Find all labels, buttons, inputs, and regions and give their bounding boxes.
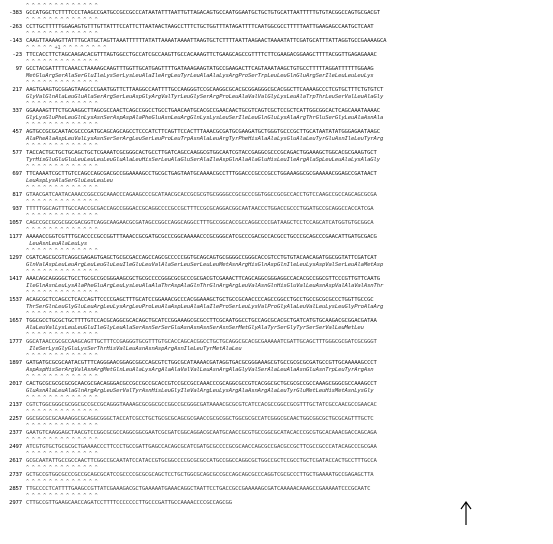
position-number: 1177 — [9, 234, 22, 240]
amino-acid-text: TyrHisGluGluGluLeuLeuLeuLeuGluAlaLeuHisSerLeuAlaGluSerAlaIleAspGlnAlaAlaGluHisLeuIleArgAlaSpLeuLeuAlaLysAlaGly — [26, 157, 380, 163]
amino-acid-row — [4, 388, 550, 395]
nucleotide-text: GGAAAAGTTTCTGCAAGGCTTAGCGCCAACTCAGCCGGCCTGCCTGAACAATGCACGCCGAACAACTGCGTCAGTCGCTCCGCTCATTGGCGGCACTCAGCAAATAAAAC — [26, 108, 380, 114]
amino-acid-text: IleGlnAsnLeuLysAlaPheGluArgLeuLysLeuAlaAlaThrAspAlaGlnThrGlnArgArgLeuValAsnGlnHisGluValLeuAsnAspValAlaValAsnThr — [26, 283, 384, 289]
sequence-row — [4, 458, 550, 465]
amino-acid-row — [4, 304, 550, 311]
position-number: 1777 — [9, 339, 22, 345]
nucleotide-text: TTGCCCCTCATTTTGAAGCCGTTATCGAAAGACGCTGAAAAATGAAACAGGCTAATTCCTGACCGCCGAAAAAGCGATCAAAAACAAAGCCGAAAAATCCCGCAATC — [26, 486, 371, 492]
position-number: -263 — [9, 24, 22, 30]
tick-marks: ^ ^ ^ ^ ^ +1 ^ ^ ^ ^ ^ ^ ^ ^ — [26, 45, 107, 51]
tick-marks: ^ ^ ^ ^ ^ ^ ^ ^ ^ ^ ^ ^ ^ — [26, 437, 98, 443]
tick-marks: ^ ^ ^ ^ ^ ^ ^ ^ ^ ^ ^ ^ ^ — [26, 3, 98, 9]
nucleotide-text: GTAACGATCAATACAAACCGGCCGCAAACCCAGAAGCCCGCATAACGCACCGCGCGTGCGGGGCCGCGCCCGGTGGCCGCGCCACCTGTCCAAGCCGCCAGCAGCGCGA — [26, 192, 377, 198]
nucleotide-text: GCGCAATATTGCCGCCAACTTCGGCCGCAATATCCATACCGTGCGGCCCCGCGCGCCATGCCGGCCAGGCGCTGGCCGCTCCGCCTGCTCGATACCACTGCCTTTGCCA — [26, 458, 377, 464]
nucleotide-text: TTTTTGGCAGTTTGCCAACCGCGACCAGCCGGGACCGCAGGCCCCGCCGCTTTCCGCGCAGGACGGCAATAACCCTGGACCGCCCTGGATGCCGCAGGCCACCATCGA — [26, 206, 374, 212]
tick-mark-row — [4, 451, 550, 458]
tick-mark-row — [4, 290, 550, 297]
nucleotide-text: TACCACTGCTGCTGCAGCTGCTCGAAATCGCGGGCACTGCCTTGATCAGCCAAGGCGTGGCAATCGTACCGAGGCGCCCGCAGACTGGAAAGCTGGCACGCGAAGTGCT — [26, 150, 377, 156]
amino-acid-text: GlyValGlnAlaLeuGluAlaSerArgSerLeuAspGlyArgValTyrLeuGlySerArgProLeuAlaValValGlyLysLeuAlaTrpThrLeuSerValLeuAlaGly — [26, 94, 384, 100]
tick-mark-row — [4, 269, 550, 276]
sequence-row — [4, 24, 550, 31]
position-number: 2857 — [9, 486, 22, 492]
nucleotide-text: CACTGCGCGCGCGCGCAACGCGACAGGGACGCCGCCGCCGCACCGTCCGCCGCCAAACCCGCAGGCGCCGTCACGGCGCTGCGCGCCGCCAAAGCGGGCGCCAAAGCCT — [26, 381, 377, 387]
tick-mark-row — [4, 122, 550, 129]
tick-mark-row — [4, 353, 550, 360]
amino-acid-row — [4, 157, 550, 164]
position-number: 2497 — [9, 444, 22, 450]
sequence-row — [4, 108, 550, 115]
nucleotide-text: GCCTACGATTTTCAAACCTAAAAGCAAGTTTGGTTGCATGAGTTTTGATAAAGAAGTATGCCGAAGACTTCAGTAAATAAGCTGTGCCTTTTTAGGATTTTTTGGAAG — [26, 66, 374, 72]
tick-marks: ^ ^ ^ ^ ^ ^ ^ ^ ^ ^ ^ ^ ^ — [26, 164, 98, 170]
amino-acid-text: MetGluArgSerAlaSerGluIleLysSerLysLeuAlaIleArgLeuTyrLeuAlaAlaLysArgProSerTrpLeuLeuGlnGluArgSerIleLeuLeuLeuLys — [26, 73, 374, 79]
tick-marks: ^ ^ ^ ^ ^ ^ ^ ^ ^ ^ ^ ^ ^ — [26, 143, 98, 149]
tick-marks: ^ ^ ^ ^ ^ ^ ^ ^ ^ ^ ^ ^ ^ — [26, 269, 98, 275]
tick-marks: ^ ^ ^ ^ ^ ^ ^ ^ ^ ^ ^ ^ ^ — [26, 199, 98, 205]
tick-mark-row — [4, 199, 550, 206]
sequence-row — [4, 220, 550, 227]
nucleotide-text: AAAAACCGGTCGTTTGCACCCCGCCGGTTTAAACCGCGATGCGCCCGGCAAAAACCCGCGGGCATCGCCCGACGCCACGCCTGCCCGCAGCCCGAACATTGATGCGACG — [26, 234, 377, 240]
tick-mark-row — [4, 311, 550, 318]
nucleotide-text: CTTGCCGTTGAAGCAACCAGATCCTTTTCCCCCCCTTGCCCGATTGCCAAAACCCCGCCAGCGG — [26, 500, 232, 506]
tick-mark-row — [4, 17, 550, 24]
nucleotide-text: CAGCCGCCGCGCGGCGACGGTCAGGCAAGAACGCGATAGCCGGCCAGGCAGGCCTTTGCCGGCACCGCCAGGCCCCGATAAGCTCCTCCAGCATCATGGTGTGCGGCA — [26, 220, 374, 226]
amino-acid-row — [4, 178, 550, 185]
tick-marks: ^ ^ ^ ^ ^ ^ ^ ^ ^ ^ ^ ^ ^ — [26, 122, 98, 128]
tick-mark-row — [4, 213, 550, 220]
tick-marks: ^ ^ ^ ^ ^ ^ ^ ^ ^ ^ ^ ^ ^ — [26, 101, 98, 107]
sequence-row — [4, 381, 550, 388]
nucleotide-text: CGTCTGGCGGGCGCGGCGCCGCCGCAGGGTAAAAGCGCGGCGCCGGCCGCGGGCGATAAAACGCGCGTCATCCACGCCGGCCGCGTTTGCTATCGCCAACGCCGAACAC — [26, 402, 377, 408]
amino-acid-row — [4, 94, 550, 101]
amino-acid-row — [4, 73, 550, 80]
amino-acid-text: IleSerLysGlyGluLysSerThrHisValLeuAsnAsnAspArgAsnIleLeuTyrMetAlaLeu — [26, 346, 242, 352]
sequence-row — [4, 360, 550, 367]
position-number: 817 — [12, 192, 22, 198]
tick-marks: ^ ^ ^ ^ ^ ^ ^ ^ ^ ^ ^ ^ ^ — [26, 423, 98, 429]
amino-acid-text: GlyLysGluPheLeuGlnLysAsnSerAspAspAlaPheGluAsnLeuArgGlnLysLysLeuSerIleLeuGlnGluLysAlaArgThrGluSerGlyLeuAlaAsnAla — [26, 115, 384, 121]
tick-mark-row — [4, 395, 550, 402]
tick-mark-row — [4, 164, 550, 171]
amino-acid-text: ThrSerGlnLeuGlyGluLeuArgLeuLysArgLeuProLeuAlaAspLeuAlaAlaIleProSerLeuLysValProGlyAlaLeuValLeuLysLeuGlyProAlaArg — [26, 304, 384, 310]
amino-acid-text: LeuAspLysAlaSerGluLeuLeuLeu — [26, 178, 113, 184]
position-number: 2137 — [9, 402, 22, 408]
position-number: 937 — [12, 206, 22, 212]
amino-acid-row — [4, 241, 550, 248]
amino-acid-text: AspAspHisSerArgValAsnArgMetGlnLeuAlaLysArgAlaAlaValValLeuAsnArgAlaGlyValSerAlaLeuAlaAsnGluAsnTrpLeuTyrArgAsn — [26, 367, 374, 373]
sequence-row — [4, 444, 550, 451]
tick-marks: ^ ^ ^ ^ ^ ^ ^ ^ ^ ^ ^ ^ ^ — [26, 248, 98, 254]
nucleotide-text: CAAGTTAAAAGTTATTTGCATGCTAGTTAAATTTTTTATATTAAAATAAAATTAAGTGCTCTTTTAATTAAGAACTAAAATATTCGATGCATTTATTAGGTGCCGAAAAGCA — [26, 38, 387, 44]
tick-mark-row — [4, 437, 550, 444]
sequence-row — [4, 416, 550, 423]
tick-mark-row — [4, 101, 550, 108]
tick-marks: ^ ^ ^ ^ ^ ^ ^ ^ ^ ^ ^ ^ ^ — [26, 290, 98, 296]
tick-mark-row — [4, 185, 550, 192]
nucleotide-text: AGTGCCGCGCAATACGCCCGATGCAGCAGCAGCCTCCCATCTTCAGTTCCACTTTAAACGCGATGCGAAGATGCTGGGTGCCCGCTTGCATAATATATGGGAGAATAAGC — [26, 129, 380, 135]
amino-acid-text: GluAsnAlaLeuAlaGlnArgArgLeuSerValTyrAsnHisLeuGlyIleValArgLeuLysArgAlaAsnArgAlaLeuTyrGluMetLeuHisMetAsnLysGly — [26, 388, 374, 394]
position-number: 337 — [12, 108, 22, 114]
position-number: 2017 — [9, 381, 22, 387]
amino-acid-row — [4, 367, 550, 374]
position-number: 2617 — [9, 458, 22, 464]
tick-marks: ^ ^ ^ ^ ^ ^ ^ ^ ^ ^ ^ ^ ^ — [26, 185, 98, 191]
nucleotide-text: TGGCGCCTGCGCTGCTTTTGTCCACGCAGGCGCACAGCTGCATCCGGAAAGCGCGCCTTCGCAATGGCCTGCCAGCGCACGCTGATCATGTGCAAGACGCGGACGATAA — [26, 318, 377, 324]
tick-mark-row — [4, 493, 550, 500]
sequence-row — [4, 52, 550, 59]
position-number: -383 — [9, 10, 22, 16]
tick-marks: ^ ^ ^ ^ ^ ^ ^ ^ ^ ^ ^ ^ ^ — [26, 465, 98, 471]
tick-mark-row — [4, 45, 550, 52]
position-number: 1897 — [9, 360, 22, 366]
position-number: 2257 — [9, 416, 22, 422]
sequence-row — [4, 339, 550, 346]
nucleotide-text: TTCAAAATCGCTTGTCCAGCCAGCGACGCCGGAAAAGCCTGCGCTGAGTAATGCAAAACGCCTTTGGACCCGCCCGCCTGGAAAGGCGCGAAAAACGGAGCCGATAACT — [26, 171, 377, 177]
position-number: 577 — [12, 150, 22, 156]
position-number: 2977 — [9, 500, 22, 506]
sequence-row — [4, 206, 550, 213]
amino-acid-row — [4, 325, 550, 332]
tick-mark-row — [4, 374, 550, 381]
sequence-row — [4, 472, 550, 479]
nucleotide-text: ACAGCGCTCCAGCCTCACCAGTTCCCCGAGCTTTGCATCCGGAAACGCCCACGGAAAGCTGCTGCCGCAACCCCAGCCGGCCTGCCTGCCGCGCGCCCTGGTTGCCGC — [26, 297, 374, 303]
tick-marks: ^ ^ ^ ^ ^ ^ ^ ^ ^ ^ ^ ^ ^ — [26, 17, 98, 23]
sequence-row — [4, 318, 550, 325]
tick-marks: ^ ^ ^ ^ ^ ^ ^ ^ ^ ^ ^ ^ ^ — [26, 493, 98, 499]
tick-marks: ^ ^ ^ ^ ^ ^ ^ ^ ^ ^ ^ ^ ^ — [26, 80, 98, 86]
tick-marks: ^ ^ ^ ^ ^ ^ ^ ^ ^ ^ ^ ^ ^ — [26, 332, 98, 338]
tick-marks: ^ ^ ^ ^ ^ ^ ^ ^ ^ ^ ^ ^ ^ — [26, 213, 98, 219]
position-number: 457 — [12, 129, 22, 135]
tick-mark-row — [4, 227, 550, 234]
tick-marks: ^ ^ ^ ^ ^ ^ ^ ^ ^ ^ ^ ^ ^ — [26, 395, 98, 401]
tick-marks: ^ ^ ^ ^ ^ ^ ^ ^ ^ ^ ^ ^ ^ — [26, 31, 98, 37]
tick-marks: ^ ^ ^ ^ ^ ^ ^ ^ ^ ^ ^ ^ ^ — [26, 409, 98, 415]
up-arrow-icon — [456, 500, 476, 526]
nucleotide-text: GATGATGCGCGCAATACGTTTCAGGGAACGGAGCGGCCAGCGTCTGGCGCATAAAACGATAGGTGACGCGGGAAAGCGTGCCGCGCGCGATGCCGTTGCAAAAAGCCCT — [26, 360, 377, 366]
nucleotide-text: CGATCAGCGCGTCAGGCGAGAGTGAGCTGCGCGACCAGCCAGCGCCCCCGGTGCAGCAGTGCGGGGCCGGGCACCGTCCTGTGTACAACAGATGGCGGTATTCGATCAT — [26, 255, 377, 261]
tick-mark-row — [4, 479, 550, 486]
sequence-row — [4, 255, 550, 262]
amino-acid-row — [4, 115, 550, 122]
sequence-row — [4, 150, 550, 157]
tick-mark-row — [4, 465, 550, 472]
position-number: 1057 — [9, 220, 22, 226]
tick-mark-row — [4, 409, 550, 416]
tick-marks: ^ ^ ^ ^ ^ ^ ^ ^ ^ ^ ^ ^ ^ — [26, 374, 98, 380]
tick-mark-row — [4, 80, 550, 87]
sequence-row — [4, 430, 550, 437]
amino-acid-text: AlaLeuValLysLeuLeuGluIleGlyLeuAlaSerAsnSerSerGluAsnAsnAsnSerAsnSerMetGlyAlaTyrSerGlyTyrSerSerValLeuMetLeu — [26, 325, 364, 331]
sequence-row — [4, 234, 550, 241]
nucleotide-text: ATCGTGTGCTGCGCGCTGAAAACCCTTCCCTGCCGATTGAGCCACAGCGCATCGATGCGCCCCGCGCAACCAGCGCCGACGCCGCTTCGCCGCCCATACAGCCCGCGAA — [26, 444, 377, 450]
amino-acid-row — [4, 346, 550, 353]
amino-acid-row — [4, 262, 550, 269]
tick-marks: ^ ^ ^ ^ ^ ^ ^ ^ ^ ^ ^ ^ ^ — [26, 479, 98, 485]
nucleotide-text: AAACAGCAGGGGCTGCCTGCGCCGCGGGAAGCGCTGCGCCCCGGGCGCGCCCGCGACGTCGAAACTTCAGCAGGCGGGAGGCCACACGCCGGCGTTCCCGTTGTTCAATG — [26, 276, 380, 282]
position-number: -23 — [12, 52, 22, 58]
position-number: 697 — [12, 171, 22, 177]
sequence-row — [4, 192, 550, 199]
tick-mark-row — [4, 3, 550, 10]
sequence-row — [4, 486, 550, 493]
sequence-row — [4, 276, 550, 283]
tick-marks: ^ ^ ^ ^ ^ ^ ^ ^ ^ ^ ^ ^ ^ — [26, 311, 98, 317]
tick-mark-row — [4, 423, 550, 430]
amino-acid-row — [4, 283, 550, 290]
tick-mark-row — [4, 332, 550, 339]
tick-marks: ^ ^ ^ ^ ^ ^ ^ ^ ^ ^ ^ ^ ^ — [26, 59, 98, 65]
nucleotide-text: GGCGGCGCGCAAAAGGCGCAGGCGGGCTACCATCGCCTGCTGCGCGCAGCGCGAACCGCGCGGCTGGCGCGCCATCGGGCGCAACTGGCGGCGCTGCGCAGTTTGCTC — [26, 416, 374, 422]
tick-mark-row — [4, 59, 550, 66]
nucleotide-text: GAATGTCAAGGAGCTAACGTCCGGCGCGCCAGGCGGCGAATCGCGATCGGCAGGACGCAATGCAACCGCGTGCCGGCGCATACACCCGCGTGCACAAACGACCAGCAGA — [26, 430, 377, 436]
sequence-row — [4, 10, 550, 17]
sequence-row — [4, 87, 550, 94]
amino-acid-row — [4, 136, 550, 143]
position-number: 1297 — [9, 255, 22, 261]
sequence-row — [4, 66, 550, 73]
sequence-row — [4, 171, 550, 178]
nucleotide-text: GCCATGGCTCTTTTCCCTAAGCCGATGCCGCCGCCCATAATATTTAATTGTTAGACAGTGCCAATGGAATGCTGCTGTGCATTAATTTTTGTGTACGGCCAGTGCGACGT — [26, 10, 380, 16]
position-number: 1657 — [9, 318, 22, 324]
tick-marks: ^ ^ ^ ^ ^ ^ ^ ^ ^ ^ ^ ^ ^ — [26, 227, 98, 233]
amino-acid-text: LeuAsnLeuAlaLeuLys — [26, 241, 88, 247]
position-number: 1417 — [9, 276, 22, 282]
position-number: 97 — [15, 66, 22, 72]
tick-marks: ^ ^ ^ ^ ^ ^ ^ ^ ^ ^ ^ ^ ^ — [26, 451, 98, 457]
tick-mark-row — [4, 143, 550, 150]
position-number: 2377 — [9, 430, 22, 436]
tick-mark-row — [4, 31, 550, 38]
sequence-row — [4, 38, 550, 45]
nucleotide-text: GCTGCCGTGGCGCCCGCCGCAGCGCATCCGCCCCGCGCGCAGCTCCTGCTGGCGCAGCGCCGCCAGCAGCGCCCAGGTCGCGCCCTTGCTGAAAATGCCGAGAGCTTA — [26, 472, 374, 478]
position-number: 2737 — [9, 472, 22, 478]
nucleotide-text: CCTTGCTTTTTGGAGAGTGTTTGTTATTTCCATTCTTAATAACTAAGCCTTTCTGCTGGTTTATAGATTTTCAATGGCGCCTTTTTAATTGAAGAGCCAATGCTCAAT — [26, 24, 374, 30]
position-number: 1537 — [9, 297, 22, 303]
tick-marks: ^ ^ ^ ^ ^ ^ ^ ^ ^ ^ ^ ^ ^ — [26, 353, 98, 359]
nucleotide-text: TTCCACCTTCTAGCAAGACACGTTTAGTGGCCTGCCATCGCCAAGTTGCCACAAAGTTCTGAAGCAGCCGTTTTCTTCGAAGACGGAAGCTTTTACGGTTGAGAGAAAC — [26, 52, 377, 58]
amino-acid-text: AlaPheAlaAspLeuValLysAsnSerSerArgLeuSerLeuProLeuTrpAsnAlaLeuArgTyrPheHisAlaAlaLysGluAlaLeuTyrGluAsnIleLeuTyrArg — [26, 136, 384, 142]
amino-acid-text: GlnValAspLeuLeuArgLeuLeuGluLeuIleGluLeuValAlaSerLeuSerLeuLeuMetAsnArgHisGlnAspGlnIleLeuLysAspValSerLeuAlaMetAsp — [26, 262, 384, 268]
nucleotide-text: GGCATAACCGCGCCAAGCAGTTGCTTTCCGAGGGTGCGTTTGTGCACCAGCACGGCCTGCTGCAGGCGCACGCGAAAAATCGATTGCAGCTTTGGGCGCGATCGCGGGT — [26, 339, 377, 345]
position-number: 217 — [12, 87, 22, 93]
sequence-row — [4, 129, 550, 136]
tick-mark-row — [4, 248, 550, 255]
position-number: -143 — [9, 38, 22, 44]
sequence-row — [4, 402, 550, 409]
sequence-row — [4, 297, 550, 304]
nucleotide-text: AAGTGAAGTGCGGAGTAAGCCCGAATGGTTCTTAAGGCCAATTTTGCCAAGGGTCCGCAAGGCGCACGCGGAGGGCGCACGGCTTCAAAAGCCCTCGTGCTTTCTGTGTCT — [26, 87, 384, 93]
